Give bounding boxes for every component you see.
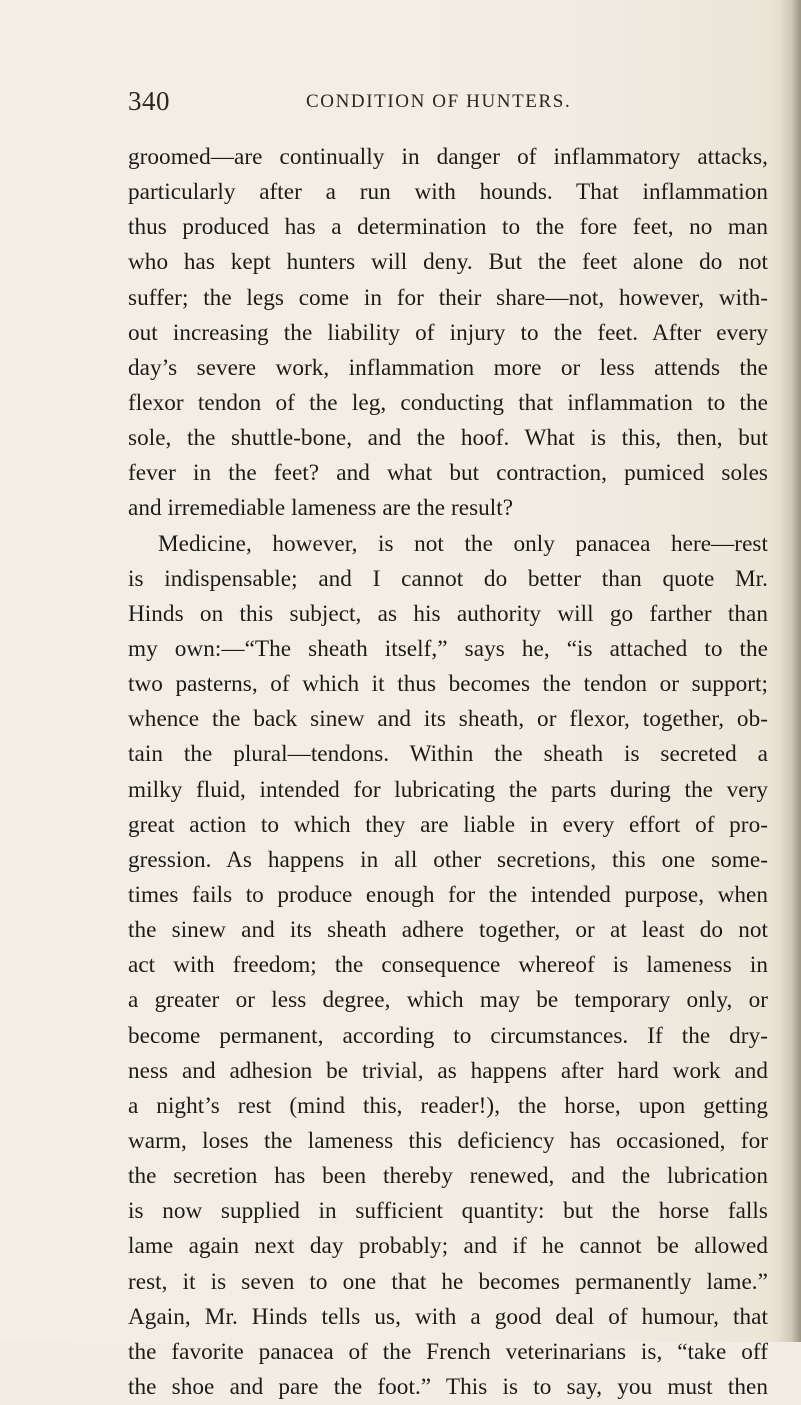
text-line: who has kept hunters will deny. But the feet alone do not xyxy=(128,249,768,276)
text-line: rest, it is seven to one that he becomes permanently lame.” xyxy=(128,1268,768,1295)
text-line: flexor tendon of the leg, conducting that inflammation to the xyxy=(128,389,768,416)
text-line: gression. As happens in all other secretions, this one some- xyxy=(128,846,768,873)
text-line: Medicine, however, is not the only panacea here—rest xyxy=(158,530,768,557)
running-head: CONDITION OF HUNTERS. xyxy=(306,91,572,112)
text-line: day’s severe work, inflammation more or less attends the xyxy=(128,354,768,381)
text-line: out increasing the liability of injury to the feet. After every xyxy=(128,319,768,346)
text-line: warm, loses the lameness this deficiency has occasioned, for xyxy=(128,1127,768,1154)
text-line: Again, Mr. Hinds tells us, with a good deal of humour, that xyxy=(128,1303,768,1330)
text-line: lame again next day probably; and if he cannot be allowed xyxy=(128,1233,768,1260)
text-line: two pasterns, of which it thus becomes the tendon or support; xyxy=(128,671,768,698)
text-line: ness and adhesion be trivial, as happens after hard work and xyxy=(128,1057,768,1084)
text-line: is indispensable; and I cannot do better than quote Mr. xyxy=(128,565,768,592)
page-number: 340 xyxy=(128,86,170,116)
text-line: sole, the shuttle-bone, and the hoof. What is this, then, but xyxy=(128,425,768,452)
text-line: my own:—“The sheath itself,” says he, “is attached to the xyxy=(128,635,768,662)
text-line: become permanent, according to circumstances. If the dry- xyxy=(128,1022,768,1049)
text-line: great action to which they are liable in every effort of pro- xyxy=(128,811,768,838)
text-line: the shoe and pare the foot.” This is to say, you must then xyxy=(128,1373,768,1400)
text-line: times fails to produce enough for the intended purpose, when xyxy=(128,881,768,908)
page-header xyxy=(128,78,768,118)
text-line: particularly after a run with hounds. That inflammation xyxy=(128,179,768,206)
text-line: the secretion has been thereby renewed, and the lubrication xyxy=(128,1163,768,1190)
text-line: thus produced has a determination to the fore feet, no man xyxy=(128,214,768,241)
text-line: fever in the feet? and what but contraction, pumiced soles xyxy=(128,460,768,487)
text-line: groomed—are continually in danger of inflammatory attacks, xyxy=(128,144,768,170)
body-text xyxy=(128,140,768,1405)
text-line: and irremediable lameness are the result? xyxy=(128,495,514,522)
page-edge-shadow xyxy=(779,0,801,1342)
text-line: whence the back sinew and its sheath, or flexor, together, ob- xyxy=(128,706,768,733)
text-line: tain the plural—tendons. Within the sheath is secreted a xyxy=(128,741,768,768)
text-line: a greater or less degree, which may be temporary only, or xyxy=(128,987,768,1014)
text-line: the sinew and its sheath adhere together, or at least do not xyxy=(128,917,768,944)
text-line: Hinds on this subject, as his authority will go farther than xyxy=(128,600,768,627)
text-line: milky fluid, intended for lubricating the parts during the very xyxy=(128,776,768,803)
text-line: a night’s rest (mind this, reader!), the horse, upon getting xyxy=(128,1092,768,1119)
text-line: act with freedom; the consequence whereof is lameness in xyxy=(128,952,768,979)
text-line: the favorite panacea of the French veterinarians is, “take off xyxy=(128,1338,768,1365)
text-line: is now supplied in sufficient quantity: but the horse falls xyxy=(128,1198,768,1225)
text-line: suffer; the legs come in for their share—not, however, with- xyxy=(128,284,768,311)
